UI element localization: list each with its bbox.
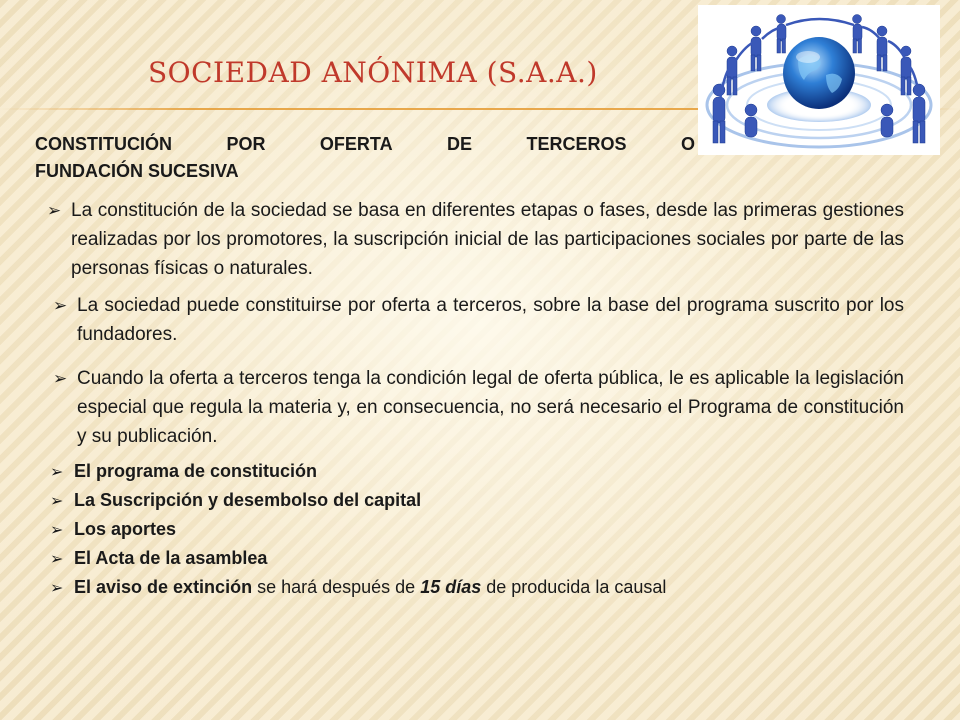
- list-item: [50, 544, 666, 573]
- subtitle-word: CONSTITUCIÓN: [35, 134, 172, 154]
- people-around-globe-icon: [698, 5, 940, 155]
- list-item-text: La Suscripción y desembolso del capital: [74, 490, 422, 510]
- paragraph: [53, 291, 904, 349]
- subtitle-word: TERCEROS: [526, 134, 627, 154]
- subtitle-word: OFERTA: [319, 134, 393, 154]
- arrow-bullet-icon: ➢: [50, 493, 64, 510]
- subtitle-word: O: [680, 134, 695, 154]
- paragraph-text: La constitución de la sociedad se basa en diferentes etapas o fases, desde las primeras gestiones realizadas por los promotores, la suscripción inicial de las participaciones sociales por parte de las personas físicas o naturales.: [71, 200, 904, 279]
- key-points-list: [50, 457, 666, 602]
- list-item-bold-text: El aviso de extinción: [74, 577, 253, 597]
- slide-title: SOCIEDAD ANÓNIMA (S.A.A.): [148, 56, 598, 89]
- arrow-bullet-icon: ➢: [50, 464, 64, 481]
- subtitle-line-2: FUNDACIÓN SUCESIVA: [35, 161, 239, 181]
- paragraph-text: La sociedad puede constituirse por oferta a terceros, sobre la base del programa suscrito por los fundadores.: [77, 295, 904, 345]
- list-item-text: El Acta de la asamblea: [74, 548, 268, 568]
- arrow-bullet-icon: ➢: [47, 201, 62, 220]
- list-item: [50, 457, 666, 486]
- arrow-bullet-icon: ➢: [50, 580, 64, 597]
- paragraph: [47, 196, 904, 283]
- list-item-text: El programa de constitución: [74, 461, 318, 481]
- subtitle-word: DE: [447, 134, 473, 154]
- arrow-bullet-icon: ➢: [53, 296, 68, 315]
- list-item-emphasis: 15 días: [420, 577, 482, 597]
- list-item-text: se hará después de: [252, 577, 421, 597]
- arrow-bullet-icon: ➢: [50, 522, 64, 539]
- list-item: [50, 486, 666, 515]
- paragraph: [53, 364, 904, 451]
- list-item-text: Los aportes: [74, 519, 177, 539]
- list-item-text: de producida la causal: [481, 577, 667, 597]
- subtitle-line-1: [35, 131, 695, 158]
- list-item: [50, 515, 666, 544]
- arrow-bullet-icon: ➢: [53, 369, 68, 388]
- subtitle-word: POR: [226, 134, 266, 154]
- arrow-bullet-icon: ➢: [50, 551, 64, 568]
- section-subtitle: [35, 131, 695, 185]
- paragraph-text: Cuando la oferta a terceros tenga la condición legal de oferta pública, le es aplicable la legislación especial que regula la materia y, en consecuencia, no será necesario el Programa de constitución y su publicación.: [77, 368, 904, 447]
- list-item: [50, 573, 666, 602]
